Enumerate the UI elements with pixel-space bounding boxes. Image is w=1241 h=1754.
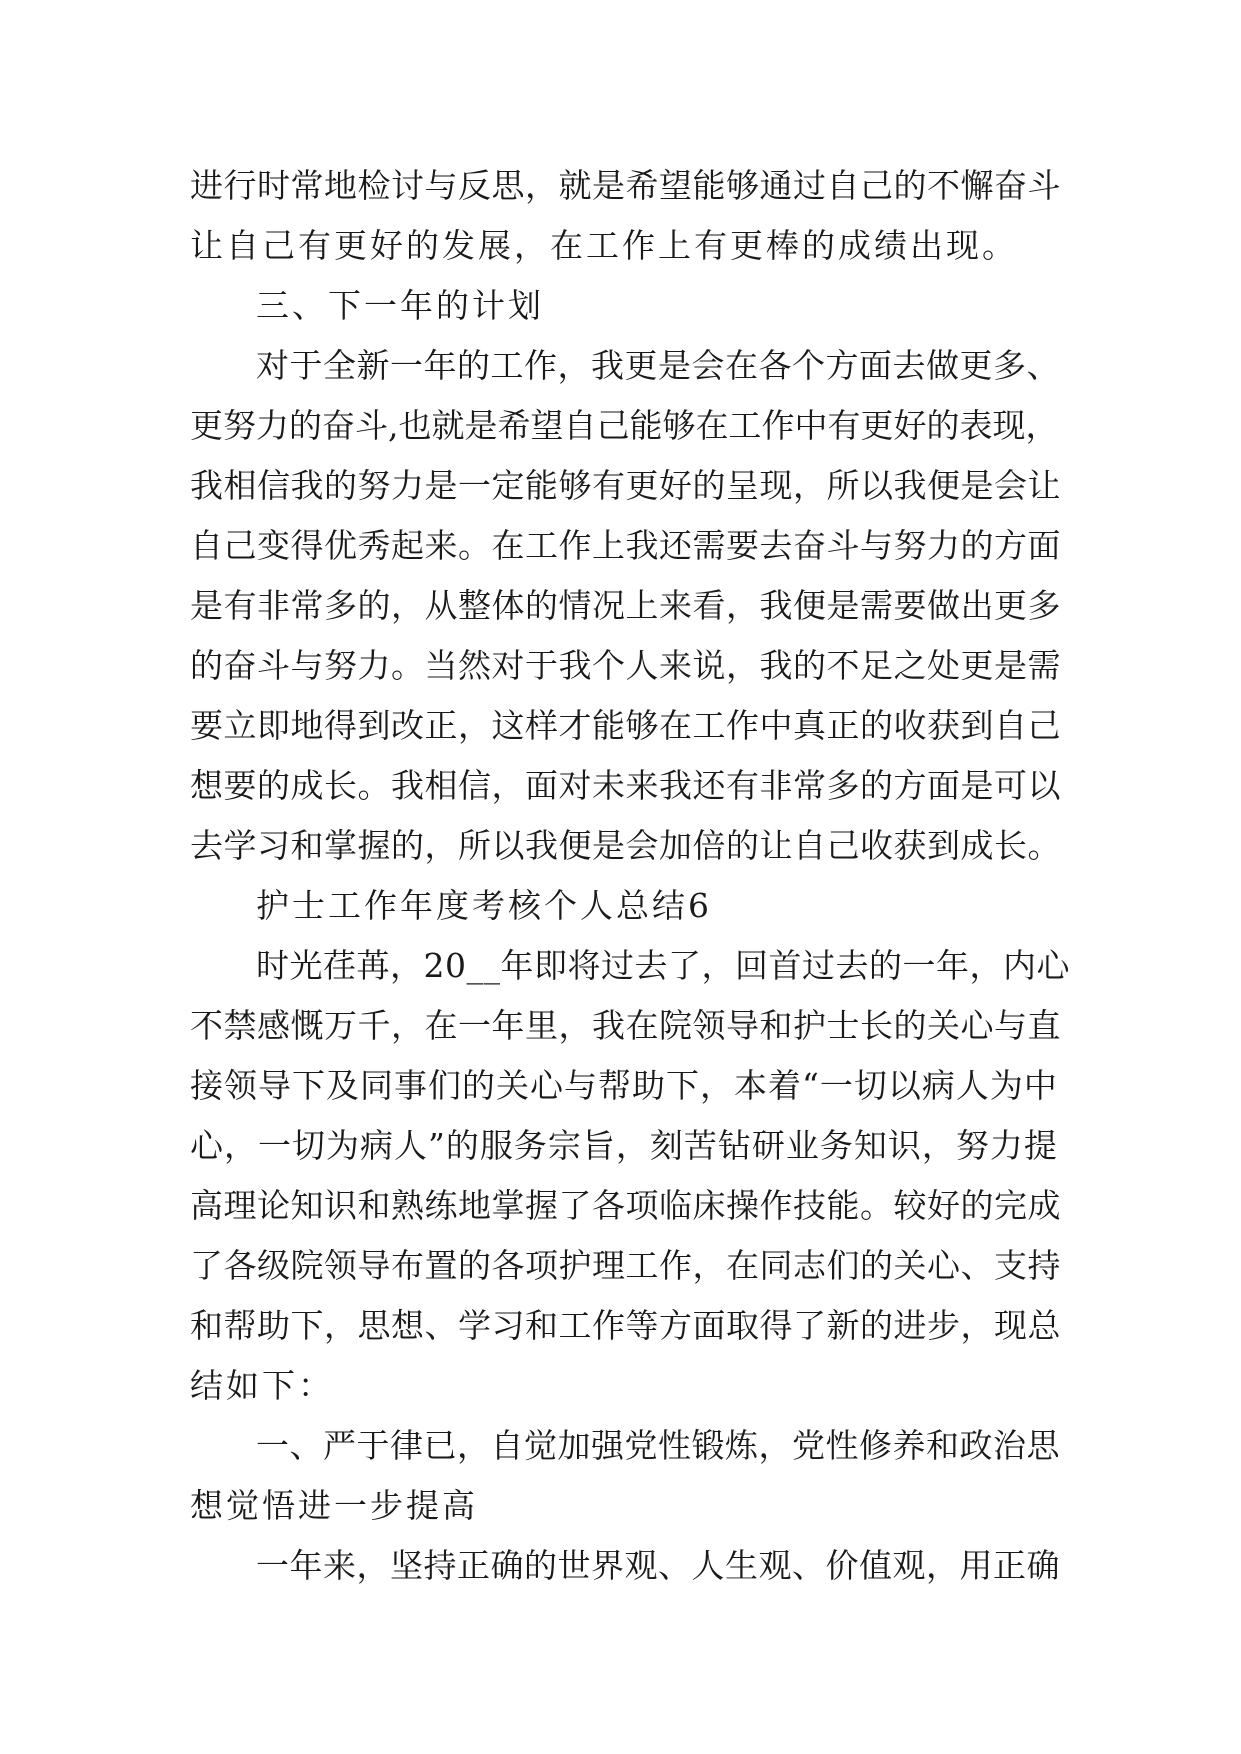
text-line: 是有非常多的，从整体的情况上来看，我便是需要做出更多	[190, 586, 1061, 625]
text-line: 结如下：	[190, 1366, 334, 1405]
text-line: 要立即地得到改正，这样才能够在工作中真正的收获到自己	[190, 706, 1061, 745]
text-line: 自己变得优秀起来。在工作上我还需要去奋斗与努力的方面	[190, 526, 1061, 565]
text-line: 三、下一年的计划	[256, 286, 544, 325]
text-line: 想要的成长。我相信，面对未来我还有非常多的方面是可以	[190, 766, 1061, 805]
text-line: 不禁感慨万千，在一年里，我在院领导和护士长的关心与直	[190, 1006, 1061, 1045]
text-line: 进行时常地检讨与反思，就是希望能够通过自己的不懈奋斗	[190, 166, 1061, 205]
text-line: 心，一切为病人”的服务宗旨，刻苦钻研业务知识，努力提	[190, 1126, 1058, 1165]
text-line: 我相信我的努力是一定能够有更好的呈现，所以我便是会让	[190, 466, 1061, 505]
text-line: 的奋斗与努力。当然对于我个人来说，我的不足之处更是需	[190, 646, 1061, 685]
text-line: 一年来，坚持正确的世界观、人生观、价值观，用正确	[256, 1546, 1060, 1585]
text-line: 接领导下及同事们的关心与帮助下，本着“一切以病人为中	[190, 1066, 1058, 1105]
text-line: 更努力的奋斗,也就是希望自己能够在工作中有更好的表现，	[190, 406, 1059, 445]
text-line: 高理论知识和熟练地掌握了各项临床操作技能。较好的完成	[190, 1186, 1061, 1225]
text-line: 时光荏苒，20__年即将过去了，回首过去的一年，内心	[256, 946, 1070, 985]
document-body	[190, 156, 1070, 1596]
text-line: 了各级院领导布置的各项护理工作，在同志们的关心、支持	[190, 1246, 1061, 1285]
text-line: 去学习和掌握的，所以我便是会加倍的让自己收获到成长。	[190, 826, 1061, 865]
text-line: 让自己有更好的发展，在工作上有更棒的成绩出现。	[190, 226, 1018, 265]
text-line: 和帮助下，思想、学习和工作等方面取得了新的进步，现总	[190, 1306, 1061, 1345]
text-line: 想觉悟进一步提高	[190, 1486, 478, 1525]
text-line: 一、严于律已，自觉加强党性锻炼，党性修养和政治思	[256, 1426, 1060, 1465]
text-line: 护士工作年度考核个人总结6	[256, 886, 712, 925]
text-line: 对于全新一年的工作，我更是会在各个方面去做更多、	[256, 346, 1060, 385]
